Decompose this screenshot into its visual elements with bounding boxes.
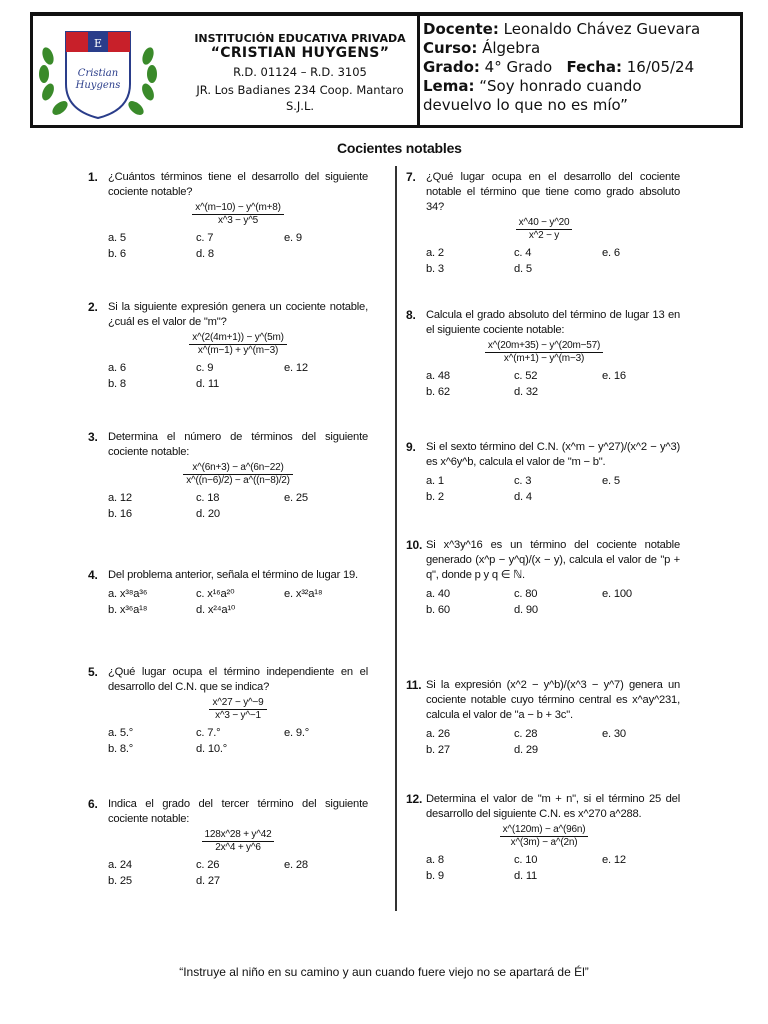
answer-option: c. 3 [514,475,532,487]
answer-option: e. 12 [602,854,626,866]
fraction-expression [408,217,680,242]
answer-option: a. 24 [108,859,132,871]
question-text: Si x^3y^16 es un término del cociente notable generado (x^p − y^q)/(x − y), calcula el valor de "p + q", donde p y q ∈ ℕ. [426,539,680,581]
institution-block [180,30,420,113]
question-number: 5. [88,665,98,679]
fraction-denominator: x^(3m) − a^(2n) [510,837,578,848]
answer-option [284,603,372,618]
answer-option: b. 60 [426,604,450,616]
answer-option: d. 20 [196,508,220,520]
answer-option: e. 12 [284,362,308,374]
answer-option: e. 25 [284,492,308,504]
question-1 [88,170,368,262]
answer-option: c. x¹⁶a²⁰ [196,588,235,600]
curso-label: Curso: [423,39,478,57]
question-number: 10. [406,538,423,552]
institution-type: INSTITUCIÓN EDUCATIVA PRIVADA [194,32,406,45]
question-number: 6. [88,797,98,811]
question-10 [408,538,680,618]
institution-rd: R.D. 01124 – R.D. 3105 [233,65,367,79]
column-divider [395,166,397,911]
question-number: 2. [88,300,98,314]
answer-option [284,247,372,262]
fraction-expression [408,824,680,849]
answer-option: d. 8 [196,248,214,260]
fraction-expression [108,829,368,854]
institution-address: JR. Los Badianes 234 Coop. Mantaro [196,83,404,97]
answer-options [108,491,368,522]
answer-option: d. 10.° [196,743,228,755]
question-text: ¿Cuántos términos tiene el desarrollo del siguiente cociente notable? [108,171,368,198]
fraction-numerator: x^(120m) − a^(96n) [500,824,589,837]
answer-option: e. 9 [284,232,302,244]
answer-option: a. 26 [426,728,450,740]
answer-options [408,853,680,884]
fraction-expression [108,462,368,487]
question-number: 11. [406,678,422,692]
answer-option: e. 6 [602,247,620,259]
question-6 [88,797,368,889]
answer-options [408,727,680,758]
answer-option: d. 29 [514,744,538,756]
answer-option: a. 12 [108,492,132,504]
fraction-expression [108,697,368,722]
question-text: Si el sexto término del C.N. (x^m − y^27)/(x^2 − y^3) es x^6y^b, calcula el valor de "m − b". [426,441,680,468]
question-text: Calcula el grado absoluto del término de lugar 13 en el siguiente cociente notable: [426,309,680,336]
answer-option: c. 28 [514,728,538,740]
answer-option: e. 5 [602,475,620,487]
institution-district: S.J.L. [285,99,315,113]
answer-option: a. 1 [426,475,444,487]
question-text: Del problema anterior, señala el término de lugar 19. [108,569,358,581]
fraction-denominator: x^(m−1) + y^(m−3) [197,345,279,356]
answer-option [602,490,690,505]
answer-option: d. 11 [196,378,220,390]
answer-option [284,874,372,889]
answer-option [602,869,690,884]
question-text: Si la expresión (x^2 − y^b)/(x^3 − y^7) genera un cociente notable cuyo término central es x^ay^231, calcula el valor de "a − b + 3c". [426,679,680,721]
question-text: Determina el valor de "m + n", si el término 25 del desarrollo del siguiente C.N. es x^270 a^288. [426,793,680,820]
question-3 [88,430,368,522]
question-4 [88,568,368,618]
answer-option: c. 7.° [196,727,221,739]
answer-option: b. 2 [426,491,444,503]
question-number: 7. [406,170,416,184]
question-text: Indica el grado del tercer término del siguiente cociente notable: [108,798,368,825]
svg-text:Huygens: Huygens [75,80,121,91]
question-number: 4. [88,568,98,582]
answer-option: a. 48 [426,370,450,382]
lema-label: Lema: [423,77,475,95]
answer-option [602,743,690,758]
question-5 [88,665,368,757]
answer-option: a. 5.° [108,727,134,739]
fraction-numerator: x^27 − y^−9 [209,697,266,710]
answer-option: d. 27 [196,875,220,887]
answer-option: e. 16 [602,370,626,382]
answer-option: d. 32 [514,386,538,398]
fraction-numerator: 128x^28 + y^42 [202,829,275,842]
answer-options [408,369,680,400]
docente-value: Leonaldo Chávez Guevara [503,20,701,38]
answer-options [108,361,368,392]
question-text: ¿Qué lugar ocupa en el desarrollo del cociente notable el término que tiene como grado absoluto 34? [426,171,680,213]
institution-name: “CRISTIAN HUYGENS” [210,45,390,61]
answer-option: b. 27 [426,744,450,756]
answer-option [284,507,372,522]
svg-text:Cristian: Cristian [77,68,119,79]
page-title: Cocientes notables [337,140,462,156]
fraction-denominator: x^((n−6)/2) − a^((n−8)/2) [186,475,290,486]
question-8 [408,308,680,400]
answer-option: e. 28 [284,859,308,871]
answer-option: c. 18 [196,492,220,504]
answer-option [284,377,372,392]
answer-options [408,587,680,618]
fraction-denominator: x^3 − y^5 [217,215,259,226]
answer-option: d. x²⁴a¹⁰ [196,604,236,616]
grado-label: Grado: [423,58,480,76]
fraction-expression [408,340,680,365]
answer-option [284,742,372,757]
fraction-expression [108,202,368,227]
answer-options [108,231,368,262]
answer-options [108,858,368,889]
answer-option: d. 4 [514,491,532,503]
fraction-numerator: x^40 − y^20 [516,217,573,230]
answer-option [602,262,690,277]
question-7 [408,170,680,277]
footer-quote: “Instruye al niño en su camino y aun cuando fuere viejo no se apartará de Él” [179,965,589,979]
answer-option: b. x³⁶a¹⁸ [108,604,148,616]
answer-option: a. x³⁸a³⁶ [108,588,148,600]
question-11 [408,678,680,758]
fraction-denominator: x^(m+1) − y^(m−3) [503,353,585,364]
question-number: 3. [88,430,98,444]
answer-option: a. 8 [426,854,444,866]
answer-option: b. 9 [426,870,444,882]
answer-option: b. 62 [426,386,450,398]
answer-option: c. 80 [514,588,538,600]
grado-value: 4° Grado [484,58,553,76]
answer-option: a. 40 [426,588,450,600]
answer-option: e. 30 [602,728,626,740]
answer-option: b. 6 [108,248,126,260]
answer-option: c. 52 [514,370,538,382]
question-number: 1. [88,170,98,184]
answer-option: b. 8.° [108,743,134,755]
answer-options [408,246,680,277]
logo-letter: E [93,37,103,50]
fraction-numerator: x^(m−10) − y^(m+8) [192,202,284,215]
fraction-numerator: x^(20m+35) − y^(20m−57) [485,340,603,353]
fraction-numerator: x^(6n+3) − a^(6n−22) [183,462,293,475]
answer-option: c. 10 [514,854,538,866]
answer-option: b. 16 [108,508,132,520]
question-text: Determina el número de términos del siguiente cociente notable: [108,431,368,458]
answer-option: a. 5 [108,232,126,244]
question-9 [408,440,680,505]
answer-option: e. x³²a¹⁸ [284,588,323,600]
answer-option: c. 26 [196,859,220,871]
answer-option [602,385,690,400]
docente-label: Docente: [423,20,499,38]
fecha-value: 16/05/24 [626,58,695,76]
question-number: 9. [406,440,416,454]
answer-option: e. 9.° [284,727,310,739]
fraction-denominator: x^3 − y^−1 [215,710,261,721]
lema-line-1: “Soy honrado cuando [479,77,642,95]
answer-option: d. 11 [514,870,538,882]
answer-options [408,474,680,505]
answer-option [602,603,690,618]
answer-option: b. 3 [426,263,444,275]
fraction-denominator: x^2 − y [528,230,560,241]
question-text: ¿Qué lugar ocupa el término independiente en el desarrollo del C.N. que se indica? [108,666,368,693]
answer-option: a. 2 [426,247,444,259]
answer-option: d. 5 [514,263,532,275]
answer-option: e. 100 [602,588,632,600]
answer-option: d. 90 [514,604,538,616]
answer-option: c. 7 [196,232,214,244]
answer-options [108,726,368,757]
question-12 [408,792,680,884]
answer-option: b. 25 [108,875,132,887]
question-text: Si la siguiente expresión genera un cociente notable, ¿cuál es el valor de "m"? [108,301,368,328]
fecha-label: Fecha: [566,58,622,76]
answer-options [108,587,368,618]
fraction-numerator: x^(2(4m+1)) − y^(5m) [189,332,287,345]
class-info [423,20,741,115]
question-2 [88,300,368,392]
fraction-expression [108,332,368,357]
answer-option: b. 8 [108,378,126,390]
answer-option: c. 4 [514,247,532,259]
question-number: 8. [406,308,416,322]
school-logo [36,26,160,122]
curso-value: Álgebra [482,39,541,57]
fraction-denominator: 2x^4 + y^6 [215,842,261,853]
answer-option: a. 6 [108,362,126,374]
answer-option: c. 9 [196,362,214,374]
question-number: 12. [406,792,423,806]
lema-line-2: devuelvo lo que no es mío” [423,96,628,114]
